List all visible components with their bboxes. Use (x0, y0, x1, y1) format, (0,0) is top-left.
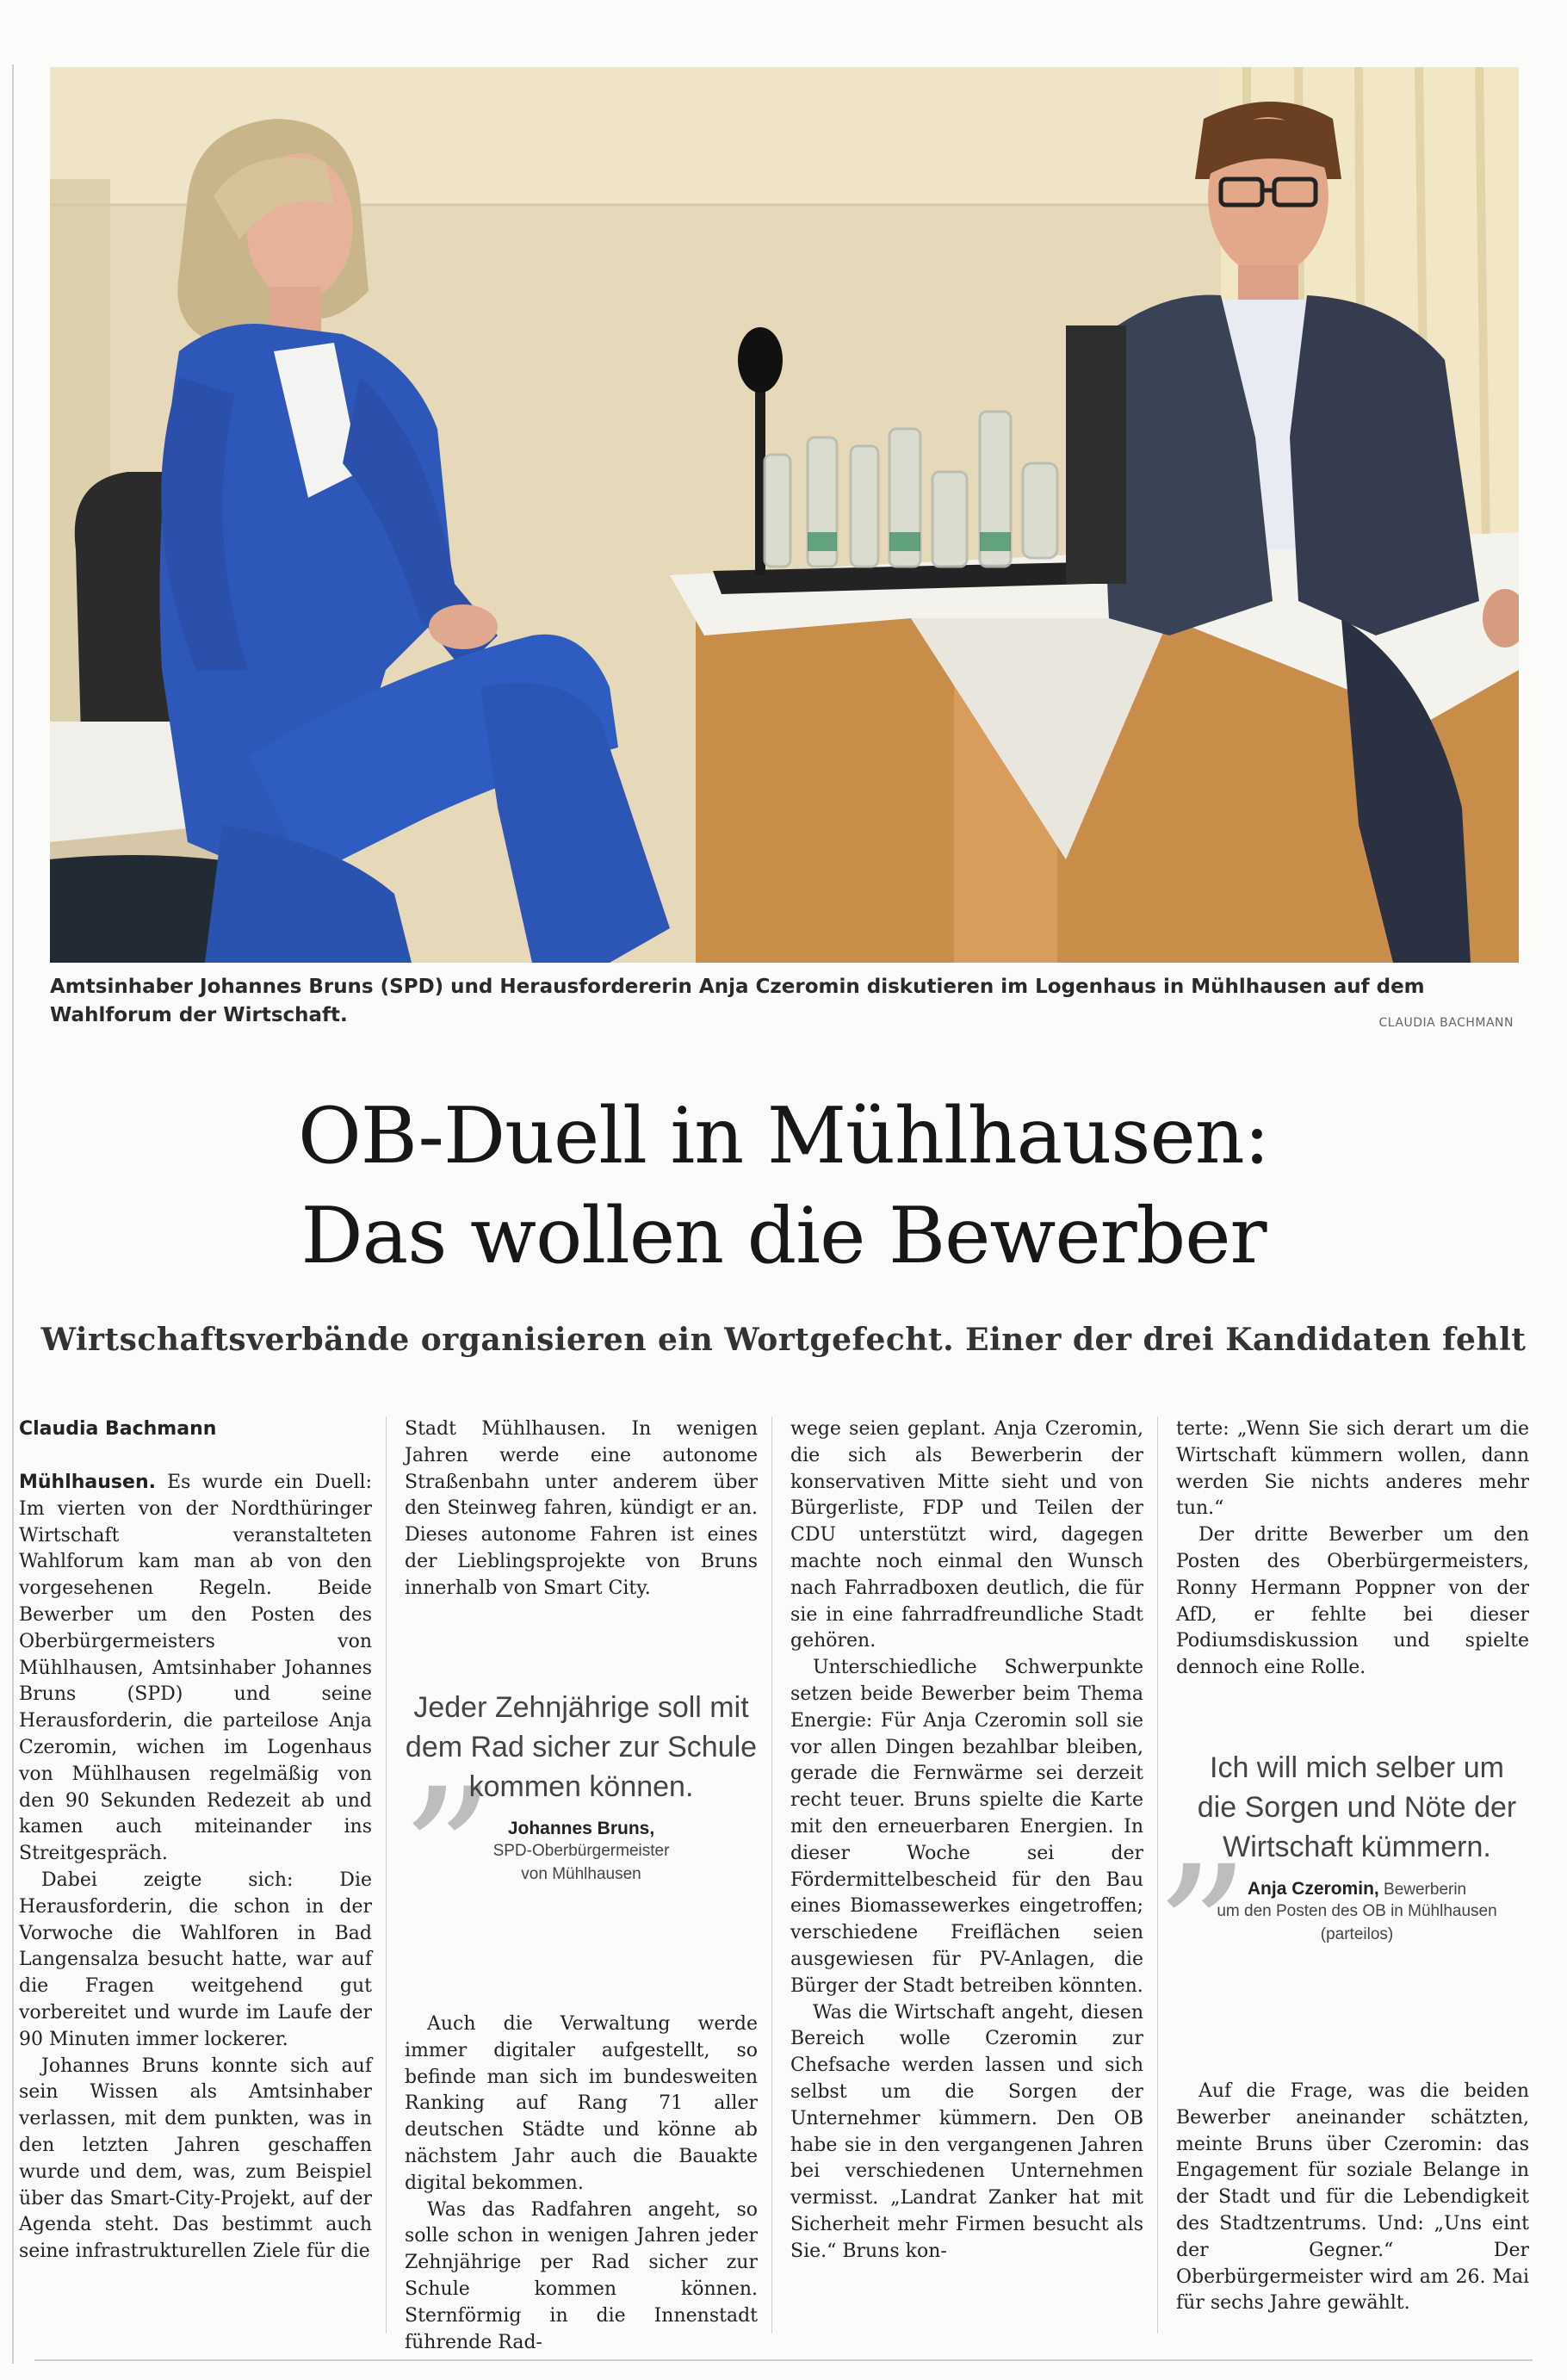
article-column-1 (19, 1416, 372, 2265)
article-paragraph: Auf die Frage, was die beiden Bewerber aneinander schätzten, meinte Bruns über Czeromin: das Engagement für soziale Belange in der Stadt und für die Lebendigkeit des Stadtzentrums. Und: „Uns eint der Gegner.“ Der Oberbürgermeister wird am 26. Mai für sechs Jahre gewählt. (1176, 2080, 1529, 2315)
article-paragraph: Was das Radfahren angeht, so solle schon in wenigen Jahren jeder Zehnjährige per Rad sicher zur Schule kommen können. Sternförmig in die Innenstadt führende Rad- (405, 2198, 758, 2353)
article-column-3 (790, 1416, 1143, 2265)
headline-line-1: OB-Duell in Mühlhausen: (297, 1091, 1270, 1181)
quote-author: Johannes Bruns, (507, 1819, 655, 1838)
article-paragraph: Dabei zeigte sich: Die Herausforderin, die schon in der Vorwoche die Wahlforen in Bad Langensalza besucht hatte, war auf die Fragen weitgehend gut vorbereitet und wurde im Laufe der 90 Minuten immer lockerer. (19, 1869, 372, 2050)
column-divider (1157, 1416, 1158, 2334)
paragraph-text: Es wurde ein Duell: Im vierten von der Nordthüringer Wirtschaft veranstalteten Wahlforum kam man ab von den vorgesehenen Regeln. Beide Bewerber um den Posten des Oberbürgermeisters von Mühlhausen, Amtsinhaber Johannes Bruns (SPD) und seine Herausforderin, die parteilose Anja Czeromin, wichen im Logenhaus von Mühlhausen regelmäßig von den 90 Sekunden Redezeit ab und kamen auch miteinander ins Streitgespräch. (19, 1472, 373, 1865)
quote-mark-icon: „ (1159, 1715, 1253, 1926)
headline (0, 1087, 1567, 1286)
photo-credit: CLAUDIA BACHMANN (1378, 1016, 1514, 1030)
article-paragraph: Unterschiedliche Schwerpunkte setzen beide Bewerber beim Thema Energie: Für Anja Czeromin soll sie vor allen Dingen bezahlbar bleiben, gerade die Fernwärme sei derzeit recht teuer. Bruns spielte die Karte mit den erneuerbaren Energien. In dieser Woche sei der Fördermittelbescheid für den Bau eines Biomassewerkes eingetroffen; verschiedene Freiflächen seien ausgewiesen für PV-Anlagen, die Bürger der Stadt betreiben könnten. (790, 1657, 1143, 1997)
dateline: Mühlhausen. (19, 1472, 156, 1493)
quote-author: Anja Czeromin, (1247, 1879, 1379, 1899)
photo-caption: Amtsinhaber Johannes Bruns (SPD) und Herausfordererin Anja Czeromin diskutieren im Logenhaus in Mühlhausen auf dem Wahlforum der Wirtschaft. (50, 976, 1425, 1026)
article-column-2-continued (405, 2011, 758, 2356)
pull-quote-czeromin (1159, 1715, 1538, 2006)
pull-quote-bruns (405, 1638, 758, 1946)
column-divider (771, 1416, 772, 2334)
article-paragraph: Was die Wirtschaft angeht, diesen Bereich wolle Czeromin zur Chefsache werden lassen und sich selbst um die Sorgen der Unternehmer kümmern. Den OB habe sie in den vergangenen Jahren bei verschiedenen Unternehmen vermisst. „Landrat Zanker hat mit Sicherheit mehr Firmen besucht als Sie.“ Bruns kon- (790, 2001, 1143, 2262)
article-photo (50, 67, 1519, 963)
article-paragraph: terte: „Wenn Sie sich derart um die Wirtschaft kümmern wollen, dann werden Sie nichts anderes mehr tun.“ (1176, 1418, 1529, 1520)
author-byline: Claudia Bachmann (19, 1418, 217, 1440)
subheadline: Wirtschaftsverbände organisieren ein Wortgefecht. Einer der drei Kandidaten fehlt (40, 1322, 1527, 1358)
page-bottom-line (34, 2359, 1533, 2361)
quote-author-role: Bewerberin (1384, 1881, 1467, 1899)
article-paragraph: Johannes Bruns konnte sich auf sein Wissen als Amtsinhaber verlassen, mit dem punkten, was in den letzten Jahren geschaffen wurde und dem, was, zum Beispiel über das Smart-City-Projekt, auf der Agenda steht. Das bestimmt auch seine infrastrukturellen Ziele für die (19, 2055, 372, 2263)
photo-illustration (50, 67, 1519, 963)
article-paragraph: Auch die Verwaltung werde immer digitaler aufgestellt, so befinde man sich im bundesweiten Ranking auf Rang 71 aller deutschen Städte und könne ab nächstem Jahr auch die Bauakte digital bekommen. (405, 2013, 758, 2194)
quote-attribution (1176, 1879, 1538, 1900)
quote-text: Ich will mich selber um die Sorgen und Nöte der Wirtschaft kümmern. (1197, 1751, 1517, 1863)
article-paragraph: Der dritte Bewerber um den Posten des Oberbürgermeisters, Ronny Hermann Poppner von der AfD, er fehlte bei dieser Podiumsdiskussion und spielte dennoch eine Rolle. (1176, 1524, 1529, 1679)
column-divider (386, 1416, 387, 2334)
headline-line-2: Das wollen die Bewerber (300, 1191, 1267, 1281)
quote-mark-icon: „ (405, 1638, 499, 1849)
quote-author-role-detail: um den Posten des OB in Mühlhausen (parteilos) (1217, 1902, 1497, 1943)
quote-author-role: SPD-Oberbürgermeister von Mühlhausen (492, 1842, 670, 1883)
article-column-2 (405, 1416, 758, 1602)
article-column-4 (1176, 1416, 1529, 1682)
quote-text: Jeder Zehnjährige soll mit dem Rad sicher zur Schule kommen können. (405, 1691, 758, 1803)
article-paragraph: Stadt Mühlhausen. In wenigen Jahren werde eine autonome Straßenbahn unter anderem über den Steinweg fahren, kündigt er an. Dieses autonome Fahren ist eines der Lieblingsprojekte von Bruns innerhalb von Smart City. (405, 1418, 758, 1599)
article-paragraph (19, 1470, 372, 1868)
article-column-4-continued (1176, 2079, 1529, 2317)
article-paragraph: wege seien geplant. Anja Czeromin, die sich als Bewerberin der konservativen Mitte sieht und von Bürgerliste, FDP und Teilen der CDU unterstützt wird, dagegen machte noch einmal den Wunsch nach Fahrradboxen deutlich, die für sie in eine fahrradfreundliche Stadt gehören. (790, 1418, 1143, 1652)
